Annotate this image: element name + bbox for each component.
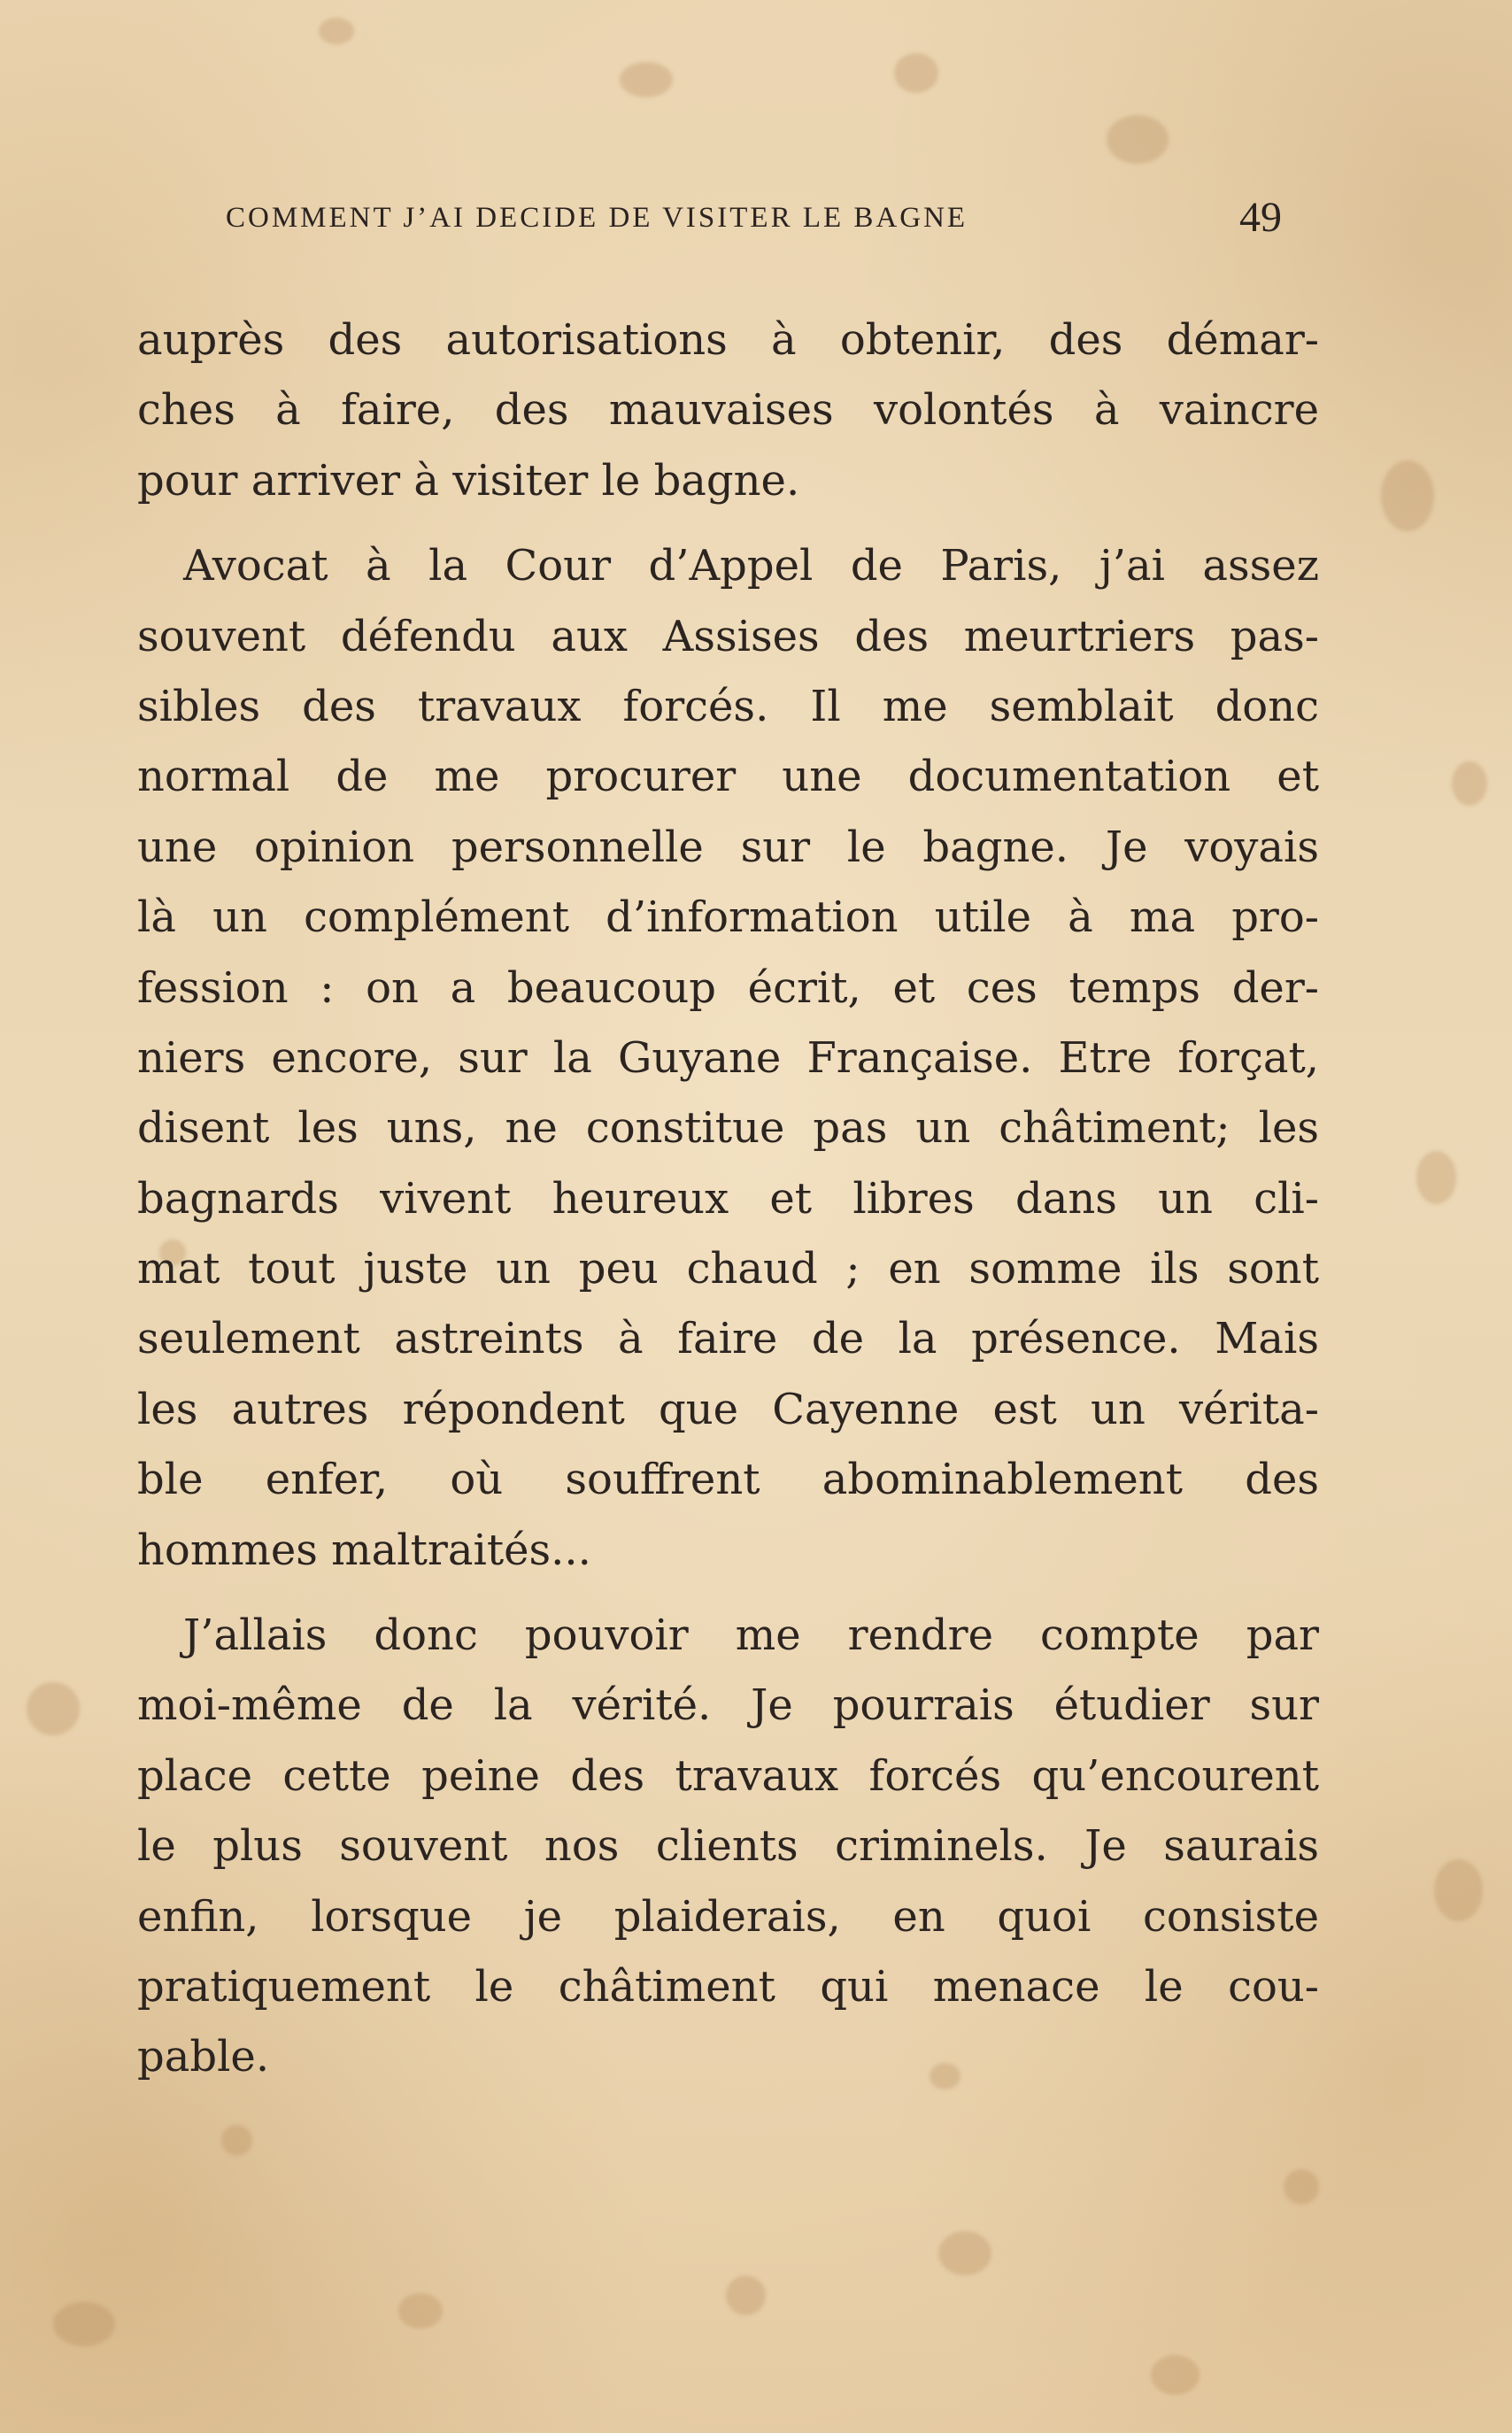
paper-stain (1416, 1151, 1456, 1204)
text-line: niers encore, sur la Guyane Française. Etre forçat, (137, 1032, 1319, 1083)
paper-stain (319, 18, 354, 44)
text-line: normal de me procurer une documentation et (137, 752, 1319, 802)
paper-stain (221, 2125, 252, 2156)
paper-stain (1434, 1859, 1483, 1921)
paragraph (137, 531, 1319, 1586)
paper-stain (620, 62, 673, 97)
paper-stain (938, 2231, 991, 2275)
paper-stain (53, 2302, 115, 2346)
text-line: pable. (137, 2032, 270, 2082)
paper-stain (894, 53, 938, 93)
paper-stain (1284, 2169, 1319, 2205)
text-line: sibles des travaux forcés. Il me semblait donc (137, 681, 1319, 731)
paper-stain (726, 2275, 766, 2315)
text-line: là un complément d’information utile à ma pro- (137, 892, 1319, 943)
text-line: une opinion personnelle sur le bagne. Je voyais (137, 822, 1319, 872)
paper-stain (1107, 115, 1169, 164)
text-line: J’allais donc pouvoir me rendre compte par (183, 1610, 1319, 1661)
text-line: disent les uns, ne constitue pas un châtiment; les (137, 1103, 1319, 1154)
text-line: enfin, lorsque je plaiderais, en quoi consiste (137, 1891, 1319, 1942)
paragraph (137, 305, 1319, 516)
text-line: fession : on a beaucoup écrit, et ces temps der- (137, 962, 1319, 1013)
running-title: COMMENT J’AI DECIDE DE VISITER LE BAGNE (226, 202, 968, 234)
text-line: le plus souvent nos clients criminels. Je saurais (137, 1821, 1319, 1872)
paper-stain (1381, 460, 1434, 531)
text-line: pour arriver à visiter le bagne. (137, 455, 800, 506)
page-number: 49 (1239, 194, 1282, 241)
text-line: mat tout juste un peu chaud ; en somme ils sont (137, 1244, 1319, 1294)
paper-stain (1452, 761, 1487, 806)
text-line: ches à faire, des mauvaises volontés à vaincre (137, 385, 1319, 436)
text-line: moi-même de la vérité. Je pourrais étudier sur (137, 1680, 1319, 1731)
text-line: auprès des autorisations à obtenir, des démar- (137, 315, 1319, 365)
text-line: pratiquement le châtiment qui menace le cou- (137, 1961, 1319, 2012)
text-line: bagnards vivent heureux et libres dans un cli- (137, 1173, 1319, 1224)
text-line: souvent défendu aux Assises des meurtriers pas- (137, 611, 1319, 661)
text-line: ble enfer, où souffrent abominablement des (137, 1455, 1319, 1505)
text-line: Avocat à la Cour d’Appel de Paris, j’ai assez (183, 541, 1319, 591)
text-line: place cette peine des travaux forcés qu’encourent (137, 1750, 1319, 1801)
text-line: seulement astreints à faire de la présence. Mais (137, 1314, 1319, 1364)
text-line: les autres répondent que Cayenne est un vérita- (137, 1384, 1319, 1434)
running-header (226, 193, 1288, 246)
paper-stain (398, 2293, 443, 2329)
paper-stain (27, 1682, 80, 1735)
body-text (137, 305, 1319, 2093)
text-line: hommes maltraités... (137, 1525, 591, 1575)
paper-stain (1151, 2355, 1200, 2395)
paragraph (137, 1601, 1319, 2093)
